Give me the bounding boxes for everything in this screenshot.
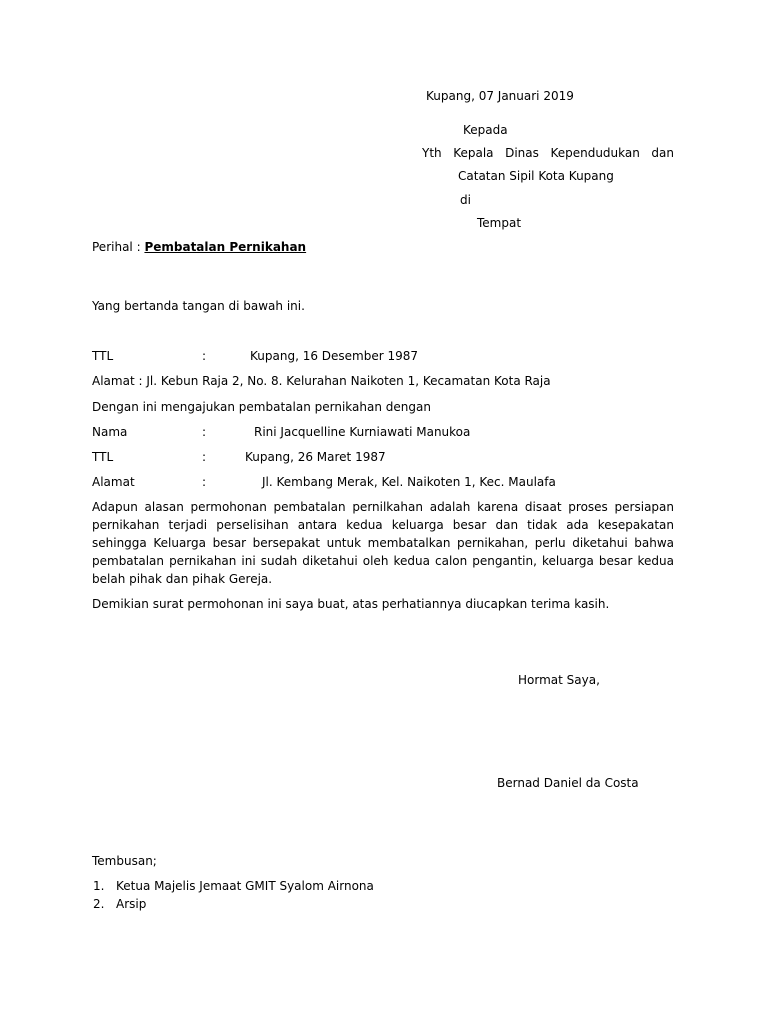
request-line: Dengan ini mengajukan pembatalan pernikahan dengan: [92, 400, 431, 414]
recipient-line-4: Tempat: [477, 216, 522, 230]
partner-address-label: Alamat: [92, 475, 135, 489]
sender-ttl-colon: :: [202, 349, 207, 363]
subject-label: Perihal :: [92, 240, 145, 254]
signature-name: Bernad Daniel da Costa: [497, 776, 639, 790]
signature-greeting: Hormat Saya,: [518, 673, 600, 687]
subject-value: Pembatalan Pernikahan: [144, 240, 307, 254]
recipient-line-3: di: [460, 193, 471, 207]
partner-ttl-value: Kupang, 26 Maret 1987: [245, 450, 386, 464]
recipient-line-2: Catatan Sipil Kota Kupang: [458, 169, 614, 183]
recipient-line-1: Yth Kepala Dinas Kependudukan dan: [422, 146, 674, 160]
sender-address: Alamat : Jl. Kebun Raja 2, No. 8. Kelurahan Naikoten 1, Kecamatan Kota Raja: [92, 374, 551, 388]
partner-address-colon: :: [202, 475, 207, 489]
partner-name-colon: :: [202, 425, 207, 439]
sender-ttl-value: Kupang, 16 Desember 1987: [250, 349, 419, 363]
partner-name-label: Nama: [92, 425, 128, 439]
cc-item-text: Ketua Majelis Jemaat GMIT Syalom Airnona: [116, 879, 374, 893]
reason-paragraph: Adapun alasan permohonan pembatalan pernilkahan adalah karena disaat proses persiapan pernikahan terjadi perselisihan antara kedua keluarga besar dan tidak ada kesepakatan sehingga Keluarga besar bersepakat untuk membatalkan pernikahan, perlu diketahui bahwa pembatalan pernikahan ini sudah diketahui oleh kedua calon pengantin, keluarga besar kedua belah pihak dan pihak Gereja.: [92, 500, 674, 586]
partner-ttl-colon: :: [202, 450, 207, 464]
partner-name-value: Rini Jacquelline Kurniawati Manukoa: [254, 425, 471, 439]
cc-item-number: 1.: [93, 879, 105, 893]
sender-ttl-label: TTL: [92, 349, 114, 363]
subject-line: [92, 241, 306, 253]
partner-address-value: Jl. Kembang Merak, Kel. Naikoten 1, Kec. Maulafa: [262, 475, 556, 489]
partner-ttl-label: TTL: [92, 450, 114, 464]
cc-item-text: Arsip: [116, 897, 147, 911]
cc-title: Tembusan;: [92, 854, 157, 868]
recipient-kepada: Kepada: [463, 123, 508, 137]
closing-line: Demikian surat permohonan ini saya buat, atas perhatiannya diucapkan terima kasih.: [92, 597, 610, 611]
opening-line: Yang bertanda tangan di bawah ini.: [92, 299, 305, 313]
place-date: Kupang, 07 Januari 2019: [426, 89, 574, 103]
cc-item-number: 2.: [93, 897, 105, 911]
